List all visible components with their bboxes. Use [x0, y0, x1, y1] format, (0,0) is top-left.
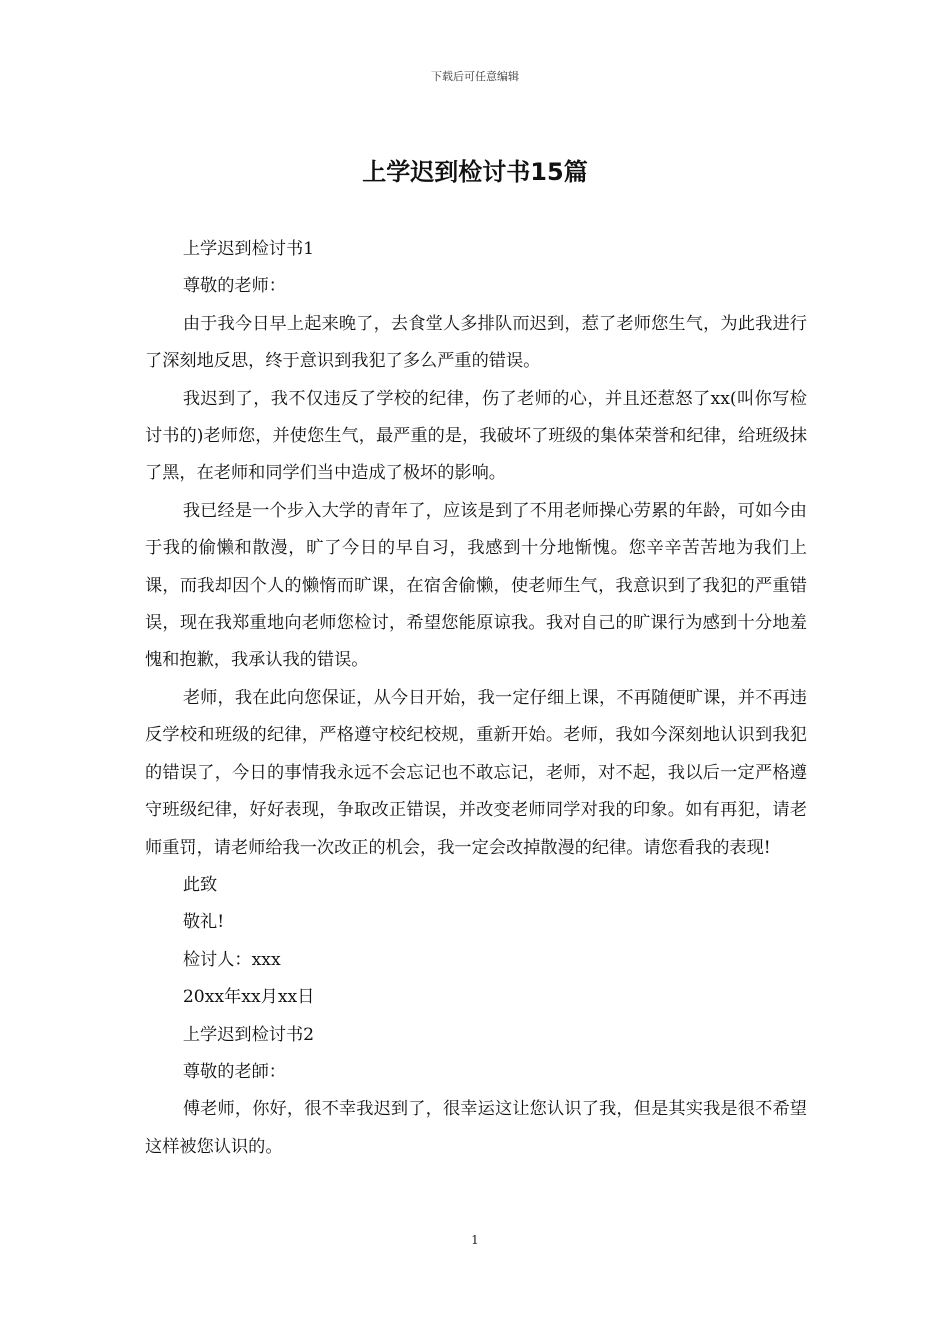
closing-line: 此致: [182, 874, 218, 895]
paragraph: 我已经是一个步入大学的青年了，应该是到了不用老师操心劳累的年龄，可如今由于我的偷懒和散漫，旷了今日的早自习，我感到十分地惭愧。您辛辛苦苦地为我们上课，而我却因个人的懒惰而旷课，在宿舍偷懒，使老师生气，我意识到了我犯的严重错误，现在我郑重地向老师您检讨，希望您能原谅我。我对自己的旷课行为感到十分地羞愧和抱歉，我承认我的错误。: [145, 500, 807, 671]
section-heading-2: 上学迟到检讨书2: [182, 1024, 315, 1045]
paragraph: 傅老师，你好，很不幸我迟到了，很幸运这让您认识了我，但是其实我是很不希望这样被您认识的。: [145, 1099, 807, 1157]
section-heading-1: 上学迟到检讨书1: [182, 239, 315, 259]
salutation: 尊敬的老師：: [182, 1061, 286, 1082]
paragraph: 由于我今日早上起来晚了，去食堂人多排队而迟到，惹了老师您生气，为此我进行了深刻地反思，终于意识到我犯了多么严重的错误。: [145, 313, 807, 372]
signature: 检讨人：xxx: [182, 949, 281, 970]
document-body: [145, 231, 807, 1166]
salutation: 尊敬的老师：: [182, 276, 286, 297]
document-title: 上学迟到检讨书15篇: [362, 158, 588, 186]
date-line: 20xx年xx月xx日: [182, 987, 315, 1008]
paragraph: 我迟到了，我不仅违反了学校的纪律，伤了老师的心，并且还惹怒了xx(叫你写检讨书的)老师您，并使您生气，最严重的是，我破坏了班级的集体荣誉和纪律，给班级抹了黑，在老师和同学们当中造成了极坏的影响。: [145, 388, 807, 484]
closing-regards: 敬礼!: [182, 912, 225, 933]
page-number: 1: [471, 1233, 479, 1247]
paragraph: 老师，我在此向您保证，从今日开始，我一定仔细上课，不再随便旷课，并不再违反学校和班级的纪律，严格遵守校纪校规，重新开始。老师，我如今深刻地认识到我犯的错误了，今日的事情我永远不会忘记也不敢忘记，老师，对不起，我以后一定严格遵守班级纪律，好好表现，争取改正错误，并改变老师同学对我的印象。如有再犯，请老师重罚，请老师给我一次改正的机会，我一定会改掉散漫的纪律。请您看我的表现!: [145, 687, 807, 858]
header-note: 下载后可任意编辑: [431, 70, 519, 83]
